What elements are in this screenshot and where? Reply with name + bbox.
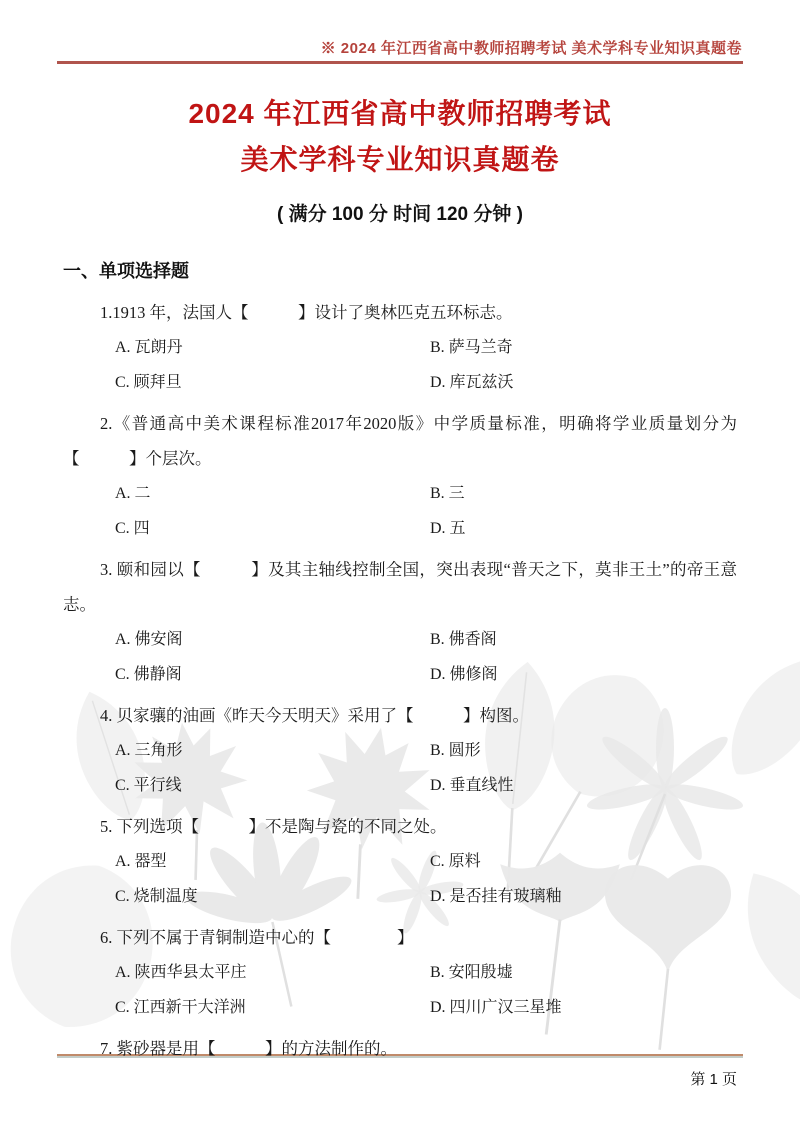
option: B. 萨马兰奇 xyxy=(430,339,513,356)
option: D. 四川广汉三星堆 xyxy=(430,999,562,1016)
option: A. 陕西华县太平庄 xyxy=(115,964,247,981)
option: D. 佛修阁 xyxy=(430,666,498,683)
option: C. 顾拜旦 xyxy=(115,374,182,391)
option: C. 平行线 xyxy=(115,777,182,794)
option: D. 库瓦兹沃 xyxy=(430,374,514,391)
option: D. 垂直线性 xyxy=(430,777,514,794)
option: C. 原料 xyxy=(430,853,481,870)
question-7 xyxy=(63,1031,737,1066)
options-row xyxy=(63,955,737,990)
question-6 xyxy=(63,920,737,1025)
option: D. 五 xyxy=(430,520,466,537)
option: A. 瓦朗丹 xyxy=(115,339,183,356)
option: C. 四 xyxy=(115,520,150,537)
exam-title-line1: 2024 年江西省高中教师招聘考试 xyxy=(188,98,612,129)
option: B. 圆形 xyxy=(430,742,481,759)
options-row xyxy=(63,657,737,692)
section-heading: 一、单项选择题 xyxy=(63,261,189,281)
option: C. 烧制温度 xyxy=(115,888,198,905)
header-rule xyxy=(57,61,743,64)
options-row xyxy=(63,622,737,657)
question-stem: 3. 颐和园以【 】及其主轴线控制全国，突出表现“普天之下，莫非王土”的帝王意志。 xyxy=(63,560,737,614)
question-stem: 2.《普通高中美术课程标准2017年2020版》中学质量标准，明确将学业质量划分为【 】个层次。 xyxy=(63,414,737,468)
options-row xyxy=(63,844,737,879)
question-stem: 5. 下列选项【 】不是陶与瓷的不同之处。 xyxy=(100,817,447,836)
option: A. 三角形 xyxy=(115,742,183,759)
options-row xyxy=(63,990,737,1025)
exam-meta: ( 满分 100 分 时间 120 分钟 ) xyxy=(276,204,523,225)
question-stem: 7. 紫砂器是用【 】的方法制作的。 xyxy=(100,1039,397,1058)
question-stem: 1.1913 年，法国人【 】设计了奥林匹克五环标志。 xyxy=(100,303,513,322)
options-row xyxy=(63,733,737,768)
option: A. 器型 xyxy=(115,853,167,870)
options-row xyxy=(63,476,737,511)
exam-title-line2: 美术学科专业知识真题卷 xyxy=(240,144,560,175)
option: A. 佛安阁 xyxy=(115,631,183,648)
question-5 xyxy=(63,809,737,914)
options-row xyxy=(63,511,737,546)
question-2 xyxy=(63,406,737,546)
options-row xyxy=(63,330,737,365)
page-number: 第 1 页 xyxy=(690,1071,737,1088)
question-3 xyxy=(63,552,737,692)
option: B. 三 xyxy=(430,485,465,502)
exam-content xyxy=(63,94,737,1066)
option: C. 江西新干大洋洲 xyxy=(115,999,246,1016)
option: B. 安阳殷墟 xyxy=(430,964,513,981)
question-1 xyxy=(63,295,737,400)
question-stem: 6. 下列不属于青铜制造中心的【 】 xyxy=(100,928,414,947)
options-row xyxy=(63,879,737,914)
option: D. 是否挂有玻璃釉 xyxy=(430,888,562,905)
question-stem: 4. 贝家骧的油画《昨天今天明天》采用了【 】构图。 xyxy=(100,706,529,725)
running-header: ※ 2024 年江西省高中教师招聘考试 美术学科专业知识真题卷 xyxy=(320,40,742,57)
option: C. 佛静阁 xyxy=(115,666,182,683)
option: A. 二 xyxy=(115,485,151,502)
question-4 xyxy=(63,698,737,803)
options-row xyxy=(63,365,737,400)
option: B. 佛香阁 xyxy=(430,631,497,648)
options-row xyxy=(63,768,737,803)
